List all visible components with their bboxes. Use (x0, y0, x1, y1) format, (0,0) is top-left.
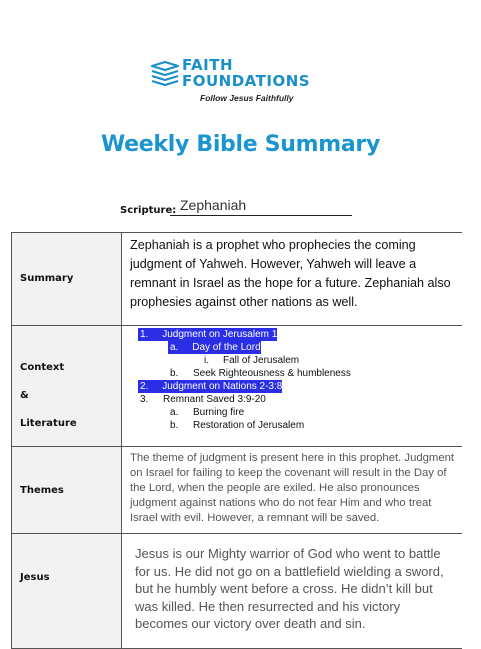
ampersand-label: & (20, 390, 29, 401)
summary-label: Summary (20, 273, 74, 284)
context-content-cell[interactable] (122, 326, 462, 446)
outline-number: a. (170, 342, 179, 353)
outline-number: b. (170, 420, 179, 431)
outline-text: Fall of Jerusalem (223, 355, 300, 366)
outline-number: a. (170, 407, 179, 418)
outline-text: Remnant Saved 3:9-20 (163, 394, 266, 405)
jesus-row (12, 534, 462, 649)
outline-item (122, 419, 462, 432)
outline-item (122, 354, 462, 367)
logo-line-foundations: FOUNDATIONS (182, 72, 311, 90)
context-label-cell (12, 326, 122, 446)
outline-text: Restoration of Jerusalem (193, 420, 305, 431)
themes-label: Themes (20, 485, 64, 496)
context-row (12, 326, 462, 447)
page-title: Weekly Bible Summary (100, 132, 381, 157)
scripture-field[interactable]: Zephaniah (180, 197, 247, 213)
outline-item (122, 380, 462, 393)
outline-item (122, 406, 462, 419)
scripture-label: Scripture: (120, 205, 177, 216)
outline-text: Burning fire (193, 407, 245, 418)
outline-number: 1. (140, 329, 149, 340)
jesus-text: Jesus is our Mighty warrior of God who went to battle for us. He did not go on a battlefield wielding a sword, but he humbly went before a cross. He didn’t kill but was killed. He then resurrected and his victory becomes our victory over death and sin. (135, 546, 444, 631)
outline-list (122, 326, 462, 432)
themes-content-cell[interactable] (122, 447, 462, 533)
logo-line-faith: FAITH (182, 56, 234, 74)
themes-label-cell (12, 447, 122, 533)
themes-row (12, 447, 462, 534)
outline-item (122, 328, 462, 341)
jesus-content-cell[interactable] (122, 534, 462, 648)
logo-tagline: Follow Jesus Faithfully (200, 93, 294, 103)
outline-number: i. (204, 355, 209, 366)
outline-number: 2. (140, 381, 149, 392)
scripture-underline (170, 215, 352, 216)
context-label: Context (20, 362, 65, 373)
outline-number: b. (170, 368, 179, 379)
outline-text: Seek Righteousness & humbleness (193, 368, 351, 379)
summary-content-cell[interactable] (122, 233, 462, 325)
outline-text: Judgment on Jerusalem 1 (162, 329, 278, 340)
outline-item (122, 367, 462, 380)
outline-item (122, 341, 462, 354)
jesus-label: Jesus (20, 572, 50, 583)
faith-foundations-logo (150, 56, 330, 108)
summary-table (11, 232, 462, 649)
book-stack-icon (150, 60, 180, 86)
outline-text: Judgment on Nations 2-3:8 (162, 381, 283, 392)
themes-text: The theme of judgment is present here in this prophet. Judgment on Israel for failing to keep the covenant will result in the Day of the Lord, when the people are exiled. He also pronounces judgment against nations who do not fear Him and who treat Israel with evil. However, a remnant will be saved. (130, 452, 455, 524)
summary-label-cell (12, 233, 122, 325)
literature-label: Literature (20, 418, 77, 429)
outline-item (122, 393, 462, 406)
summary-text: Zephaniah is a prophet who prophecies the coming judgment of Yahweh. However, Yahweh will leave a remnant in Israel as the hope for a future. Zephaniah also prophesies against other nations as well. (130, 238, 451, 309)
jesus-label-cell (12, 534, 122, 648)
summary-row (12, 233, 462, 326)
outline-number: 3. (140, 394, 149, 405)
outline-text: Day of the Lord (192, 342, 261, 353)
